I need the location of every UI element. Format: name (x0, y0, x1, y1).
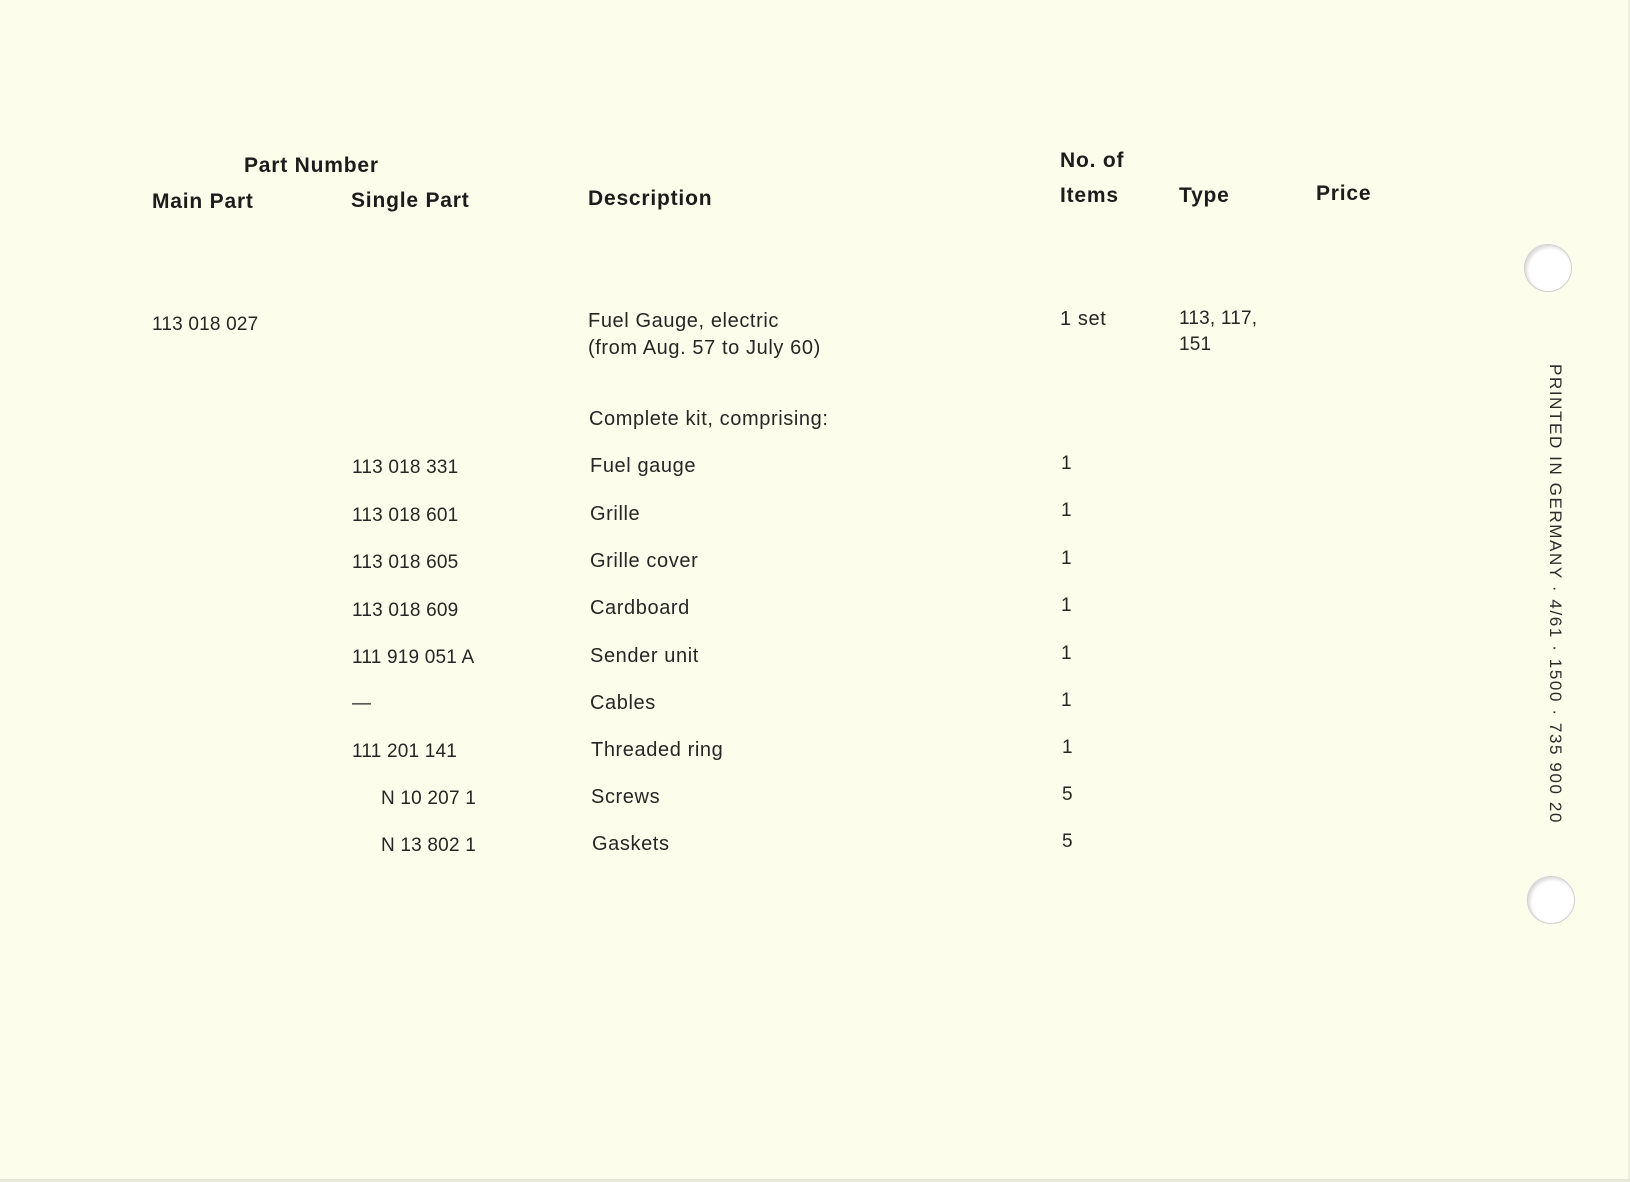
punch-hole-top (1524, 244, 1572, 292)
kit-item-description: Grille (590, 503, 641, 525)
no-of-header: No. of (1060, 149, 1125, 172)
main-part-number: 113 018 027 (152, 314, 259, 335)
description-header: Description (588, 187, 713, 210)
main-type-line2: 151 (1179, 334, 1212, 355)
kit-item-part: N 13 802 1 (381, 835, 476, 856)
kit-item-quantity: 1 (1061, 453, 1072, 474)
kit-item-description: Cardboard (590, 597, 690, 619)
price-header: Price (1316, 182, 1372, 205)
punch-hole-bottom (1527, 876, 1575, 924)
kit-item-quantity: 1 (1061, 643, 1072, 664)
kit-item-part: 113 018 601 (352, 505, 459, 526)
kit-item-description: Grille cover (590, 550, 699, 572)
main-description-line2: (from Aug. 57 to July 60) (588, 337, 821, 359)
kit-item-description: Gaskets (592, 833, 670, 855)
kit-item-part: 111 201 141 (352, 741, 458, 762)
main-description-line1: Fuel Gauge, electric (588, 310, 779, 332)
kit-item-description: Sender unit (590, 645, 699, 667)
kit-item-part: 111 919 051 A (352, 647, 475, 668)
main-type-line1: 113, 117, (1179, 308, 1258, 329)
kit-item-quantity: 1 (1061, 548, 1072, 569)
kit-item-description: Threaded ring (591, 739, 724, 761)
items-header: Items (1060, 184, 1119, 207)
single-part-header: Single Part (351, 189, 470, 212)
part-number-header: Part Number (244, 154, 379, 177)
type-header: Type (1179, 184, 1230, 207)
kit-item-quantity: 1 (1061, 500, 1072, 521)
main-part-header: Main Part (152, 190, 254, 213)
kit-item-part: 113 018 331 (352, 457, 459, 478)
kit-item-quantity: 1 (1061, 690, 1072, 711)
kit-item-quantity: 5 (1062, 831, 1073, 852)
kit-item-quantity: 5 (1062, 784, 1073, 805)
kit-item-part: 113 018 609 (352, 600, 459, 621)
kit-item-description: Screws (591, 786, 661, 808)
printer-imprint: PRINTED IN GERMANY · 4/61 · 1500 · 735 900 20 (1546, 364, 1565, 825)
kit-item-description: Cables (590, 692, 656, 714)
kit-item-part: N 10 207 1 (381, 788, 476, 809)
kit-heading: Complete kit, comprising: (589, 408, 829, 430)
kit-item-part: — (352, 693, 372, 714)
kit-item-description: Fuel gauge (590, 455, 697, 477)
kit-item-quantity: 1 (1062, 737, 1073, 758)
kit-item-quantity: 1 (1061, 595, 1072, 616)
kit-item-part: 113 018 605 (352, 552, 459, 573)
main-quantity: 1 set (1060, 308, 1107, 330)
